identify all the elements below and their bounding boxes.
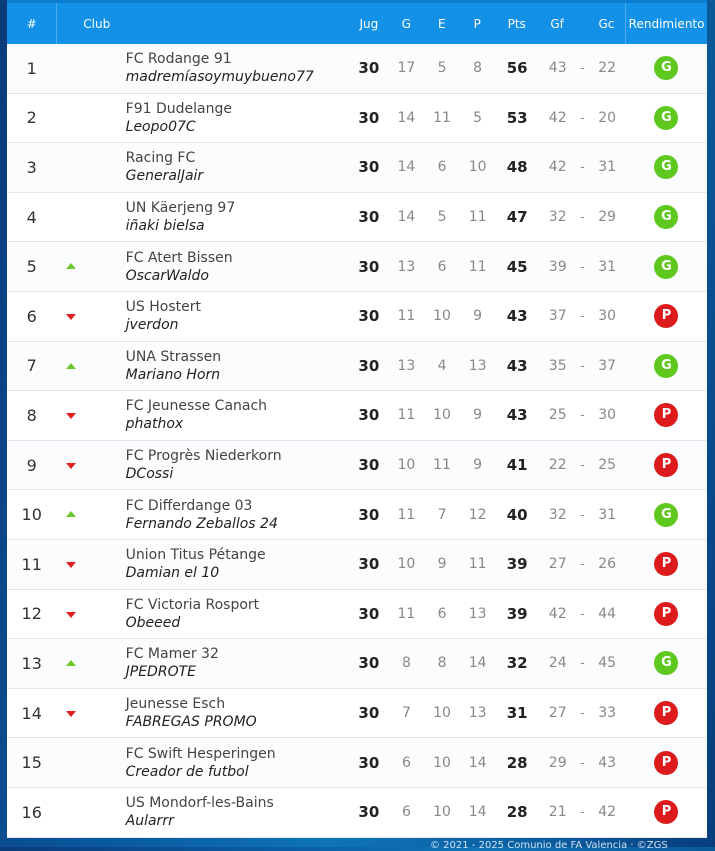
won: 10: [397, 457, 416, 474]
header-jug[interactable]: Jug: [359, 16, 379, 31]
table-header: [7, 0, 707, 44]
position: 10: [21, 505, 42, 525]
goals-separator: -: [580, 557, 585, 572]
won: 13: [397, 357, 416, 374]
table-row[interactable]: [7, 738, 707, 788]
position: 13: [21, 653, 42, 673]
goals-for: 42: [548, 109, 567, 126]
goals-against: 45: [598, 655, 617, 672]
performance-badge: P: [654, 751, 678, 775]
table-row[interactable]: [7, 540, 707, 590]
won: 14: [397, 109, 416, 126]
performance-badge: G: [654, 106, 678, 130]
goals-separator: -: [580, 358, 585, 373]
position: 7: [26, 356, 37, 376]
club-name[interactable]: F91 Dudelange: [125, 100, 232, 117]
performance-badge: P: [654, 403, 678, 427]
played: 30: [358, 59, 380, 78]
table-row[interactable]: [7, 292, 707, 342]
position: 4: [26, 207, 37, 227]
club-name[interactable]: FC Jeunesse Canach: [125, 398, 268, 415]
drawn: 5: [437, 60, 447, 77]
points: 31: [506, 704, 528, 723]
table-row[interactable]: [7, 143, 707, 193]
position: 6: [26, 306, 37, 326]
table-row[interactable]: [7, 193, 707, 243]
performance-cell: [626, 205, 707, 229]
goals-for: 43: [548, 60, 567, 77]
trend-cell: [56, 193, 125, 242]
points: 41: [506, 456, 528, 475]
manager-name[interactable]: Obeeed: [125, 614, 181, 631]
club-name[interactable]: FC Progrès Niederkorn: [125, 448, 282, 465]
goals-against: 29: [598, 209, 617, 226]
lost: 11: [468, 258, 487, 275]
club-cell[interactable]: [126, 447, 349, 483]
won: 7: [401, 705, 411, 722]
club-name[interactable]: Jeunesse Esch: [125, 696, 226, 713]
performance-badge: P: [654, 800, 678, 824]
header-g[interactable]: G: [401, 16, 411, 31]
manager-name[interactable]: GeneralJair: [125, 168, 204, 185]
performance-badge: P: [654, 552, 678, 576]
played: 30: [358, 307, 380, 326]
goals-for: 42: [548, 605, 567, 622]
trend-cell: [56, 788, 125, 837]
points: 43: [506, 406, 528, 425]
goals-against: 22: [598, 60, 617, 77]
drawn: 10: [433, 407, 451, 424]
trend-down-icon: [66, 413, 76, 419]
lost: 5: [473, 109, 483, 126]
drawn: 4: [437, 357, 447, 374]
table-row[interactable]: [7, 94, 707, 144]
goals-against: 42: [598, 804, 617, 821]
club-name[interactable]: FC Victoria Rosport: [125, 596, 260, 613]
goals-for: 39: [548, 258, 567, 275]
goals-separator: -: [580, 110, 585, 125]
goals-separator: -: [580, 259, 585, 274]
table-row[interactable]: [7, 44, 707, 94]
position: 14: [21, 703, 42, 723]
goals-for: 29: [548, 754, 567, 771]
lost: 11: [468, 209, 487, 226]
club-name[interactable]: FC Differdange 03: [125, 497, 253, 514]
performance-badge: G: [654, 155, 678, 179]
drawn: 6: [437, 258, 447, 275]
points: 53: [506, 108, 528, 127]
played: 30: [358, 208, 380, 227]
trend-cell: [56, 242, 125, 291]
header-club[interactable]: [56, 3, 136, 44]
goals-separator: -: [580, 706, 585, 721]
club-cell[interactable]: [126, 149, 349, 185]
club-name[interactable]: UNA Strassen: [125, 348, 222, 365]
table-row[interactable]: [7, 391, 707, 441]
performance-cell: [626, 602, 707, 626]
manager-name[interactable]: Mariano Horn: [125, 366, 221, 383]
table-row[interactable]: [7, 342, 707, 392]
drawn: 6: [437, 605, 447, 622]
goals-against: 31: [598, 159, 617, 176]
points: 39: [506, 555, 528, 574]
drawn: 9: [437, 556, 447, 573]
position: 16: [21, 802, 42, 822]
club-name[interactable]: FC Atert Bissen: [125, 249, 233, 266]
lost: 14: [468, 655, 487, 672]
performance-badge: P: [654, 453, 678, 477]
goals-separator: -: [580, 210, 585, 225]
played: 30: [358, 456, 380, 475]
club-name[interactable]: Racing FC: [125, 150, 196, 167]
goals-for: 37: [548, 308, 567, 325]
performance-badge: P: [654, 602, 678, 626]
goals-against: 44: [598, 605, 617, 622]
manager-name[interactable]: jverdon: [125, 317, 179, 334]
trend-cell: [56, 639, 125, 688]
goals-for: 32: [548, 209, 567, 226]
trend-up-icon: [66, 511, 76, 517]
table-row[interactable]: [7, 689, 707, 739]
club-cell[interactable]: [126, 397, 349, 433]
points: 40: [506, 505, 528, 524]
performance-badge: G: [654, 255, 678, 279]
drawn: 10: [433, 308, 451, 325]
drawn: 5: [437, 209, 447, 226]
played: 30: [358, 654, 380, 673]
goals-against: 30: [598, 308, 617, 325]
performance-cell: [626, 503, 707, 527]
position: 2: [26, 108, 37, 128]
trend-cell: [56, 94, 125, 143]
points: 56: [506, 59, 528, 78]
performance-badge: G: [654, 205, 678, 229]
club-name[interactable]: US Mondorf-les-Bains: [125, 795, 274, 812]
goals-separator: -: [580, 458, 585, 473]
goals-separator: -: [580, 309, 585, 324]
manager-name[interactable]: madremíasoymuybueno77: [125, 69, 314, 86]
club-cell[interactable]: [126, 745, 349, 781]
played: 30: [358, 406, 380, 425]
table-row[interactable]: [7, 242, 707, 292]
goals-against: 37: [598, 357, 617, 374]
table-row[interactable]: [7, 639, 707, 689]
club-name[interactable]: FC Rodange 91: [125, 51, 232, 68]
header-p[interactable]: P: [473, 16, 481, 31]
played: 30: [358, 505, 380, 524]
goals-against: 33: [598, 705, 617, 722]
club-cell[interactable]: [126, 249, 349, 285]
trend-up-icon: [66, 363, 76, 369]
header-club-label: Club: [83, 16, 111, 31]
trend-up-icon: [66, 263, 76, 269]
played: 30: [358, 257, 380, 276]
manager-name[interactable]: Damian el 10: [125, 565, 220, 582]
goals-for: 22: [548, 457, 567, 474]
performance-cell: [626, 800, 707, 824]
drawn: 7: [437, 506, 447, 523]
goals-separator: -: [580, 507, 585, 522]
club-name[interactable]: US Hostert: [125, 299, 201, 316]
performance-badge: P: [654, 304, 678, 328]
goals-for: 42: [548, 159, 567, 176]
goals-against: 25: [598, 457, 617, 474]
club-cell[interactable]: [126, 546, 349, 582]
points: 45: [506, 257, 528, 276]
performance-badge: P: [654, 701, 678, 725]
goals-for: 35: [548, 357, 567, 374]
performance-cell: [626, 751, 707, 775]
table-row[interactable]: [7, 441, 707, 491]
manager-name[interactable]: Fernando Zeballos 24: [125, 515, 278, 532]
trend-cell: [56, 441, 125, 490]
position: 11: [21, 554, 42, 574]
table-row[interactable]: [7, 788, 707, 838]
points: 43: [506, 356, 528, 375]
drawn: 11: [433, 457, 451, 474]
goals-separator: -: [580, 408, 585, 423]
club-name[interactable]: FC Swift Hesperingen: [125, 745, 276, 762]
played: 30: [358, 108, 380, 127]
lost: 11: [468, 556, 487, 573]
position: 3: [26, 157, 37, 177]
lost: 13: [468, 357, 487, 374]
club-cell[interactable]: [126, 794, 349, 830]
played: 30: [358, 704, 380, 723]
performance-cell: [626, 403, 707, 427]
trend-cell: [56, 44, 125, 93]
points: 28: [506, 753, 528, 772]
trend-cell: [56, 490, 125, 539]
trend-cell: [56, 143, 125, 192]
manager-name[interactable]: iñaki bielsa: [125, 218, 205, 235]
table-row[interactable]: [7, 490, 707, 540]
points: 28: [506, 803, 528, 822]
table-body: [7, 44, 707, 838]
manager-name[interactable]: phathox: [125, 416, 184, 433]
goals-against: 31: [598, 258, 617, 275]
header-e[interactable]: E: [437, 16, 446, 31]
points: 32: [506, 654, 528, 673]
club-cell[interactable]: [126, 348, 349, 384]
goals-against: 43: [598, 754, 617, 771]
header-rendimiento[interactable]: [625, 3, 707, 44]
trend-cell: [56, 540, 125, 589]
goals-for: 24: [548, 655, 567, 672]
drawn: 10: [433, 705, 451, 722]
position: 5: [26, 257, 37, 277]
manager-name[interactable]: OscarWaldo: [125, 267, 209, 284]
trend-down-icon: [66, 612, 76, 618]
goals-against: 30: [598, 407, 617, 424]
lost: 13: [468, 705, 487, 722]
goals-for: 27: [548, 556, 567, 573]
club-cell[interactable]: [126, 695, 349, 731]
manager-name[interactable]: DCossi: [125, 466, 174, 483]
trend-cell: [56, 391, 125, 440]
lost: 14: [468, 754, 487, 771]
performance-cell: [626, 155, 707, 179]
goals-for: 27: [548, 705, 567, 722]
drawn: 8: [437, 655, 447, 672]
header-pos: #: [26, 16, 37, 31]
club-name[interactable]: Union Titus Pétange: [125, 547, 266, 564]
performance-badge: G: [654, 56, 678, 80]
points: 39: [506, 604, 528, 623]
lost: 13: [468, 605, 487, 622]
standings-table: [7, 0, 707, 838]
goals-separator: -: [580, 160, 585, 175]
trend-down-icon: [66, 314, 76, 320]
lost: 8: [473, 60, 483, 77]
position: 12: [21, 604, 42, 624]
performance-cell: [626, 701, 707, 725]
won: 8: [401, 655, 411, 672]
club-name[interactable]: FC Mamer 32: [125, 646, 219, 663]
club-cell[interactable]: [126, 298, 349, 334]
lost: 9: [473, 308, 483, 325]
manager-name[interactable]: Creador de futbol: [125, 763, 249, 780]
performance-cell: [626, 304, 707, 328]
performance-cell: [626, 552, 707, 576]
trend-cell: [56, 689, 125, 738]
performance-cell: [626, 651, 707, 675]
goals-for: 21: [548, 804, 567, 821]
performance-badge: G: [654, 354, 678, 378]
trend-down-icon: [66, 711, 76, 717]
won: 6: [401, 754, 411, 771]
footer-copyright: © 2021 - 2025 Comunio de FA Valencia · ©ZGS: [430, 840, 668, 851]
manager-name[interactable]: FABREGAS PROMO: [125, 714, 257, 731]
header-gc[interactable]: Gc: [598, 16, 615, 31]
won: 11: [397, 605, 416, 622]
drawn: 6: [437, 159, 447, 176]
trend-cell: [56, 342, 125, 391]
goals-against: 26: [598, 556, 617, 573]
won: 13: [397, 258, 416, 275]
goals-for: 25: [548, 407, 567, 424]
won: 11: [397, 506, 416, 523]
played: 30: [358, 158, 380, 177]
header-rendimiento-label: Rendimiento: [628, 16, 705, 31]
manager-name[interactable]: Aularrr: [125, 813, 174, 830]
goals-separator: -: [580, 656, 585, 671]
trend-down-icon: [66, 562, 76, 568]
won: 11: [397, 308, 416, 325]
goals-against: 31: [598, 506, 617, 523]
trend-cell: [56, 292, 125, 341]
played: 30: [358, 356, 380, 375]
points: 43: [506, 307, 528, 326]
lost: 12: [468, 506, 487, 523]
manager-name[interactable]: JPEDROTE: [125, 664, 196, 681]
table-row[interactable]: [7, 590, 707, 640]
club-cell[interactable]: [126, 50, 349, 86]
goals-for: 32: [548, 506, 567, 523]
club-name[interactable]: UN Käerjeng 97: [125, 200, 236, 217]
lost: 9: [473, 457, 483, 474]
performance-badge: G: [654, 651, 678, 675]
won: 14: [397, 209, 416, 226]
drawn: 10: [433, 804, 451, 821]
goals-separator: -: [580, 755, 585, 770]
goals-separator: -: [580, 61, 585, 76]
club-cell[interactable]: [126, 199, 349, 235]
goals-separator: -: [580, 805, 585, 820]
won: 11: [397, 407, 416, 424]
club-cell[interactable]: [126, 596, 349, 632]
played: 30: [358, 803, 380, 822]
performance-cell: [626, 106, 707, 130]
lost: 9: [473, 407, 483, 424]
manager-name[interactable]: Leopo07C: [125, 118, 196, 135]
header-pts[interactable]: Pts: [507, 16, 526, 31]
played: 30: [358, 604, 380, 623]
goals-separator: -: [580, 606, 585, 621]
won: 17: [397, 60, 416, 77]
performance-cell: [626, 453, 707, 477]
trend-cell: [56, 738, 125, 787]
points: 48: [506, 158, 528, 177]
played: 30: [358, 753, 380, 772]
lost: 10: [468, 159, 487, 176]
drawn: 10: [433, 754, 451, 771]
performance-cell: [626, 56, 707, 80]
position: 9: [26, 455, 37, 475]
position: 15: [21, 753, 42, 773]
played: 30: [358, 555, 380, 574]
won: 14: [397, 159, 416, 176]
lost: 14: [468, 804, 487, 821]
goals-against: 20: [598, 109, 617, 126]
trend-cell: [56, 590, 125, 639]
drawn: 11: [433, 109, 451, 126]
won: 10: [397, 556, 416, 573]
position: 8: [26, 405, 37, 425]
performance-cell: [626, 255, 707, 279]
trend-down-icon: [66, 463, 76, 469]
won: 6: [401, 804, 411, 821]
header-gf[interactable]: Gf: [550, 16, 564, 31]
position: 1: [26, 58, 37, 78]
club-cell[interactable]: [126, 645, 349, 681]
trend-up-icon: [66, 660, 76, 666]
performance-badge: G: [654, 503, 678, 527]
performance-cell: [626, 354, 707, 378]
points: 47: [506, 208, 528, 227]
club-cell[interactable]: [126, 497, 349, 533]
club-cell[interactable]: [126, 100, 349, 136]
